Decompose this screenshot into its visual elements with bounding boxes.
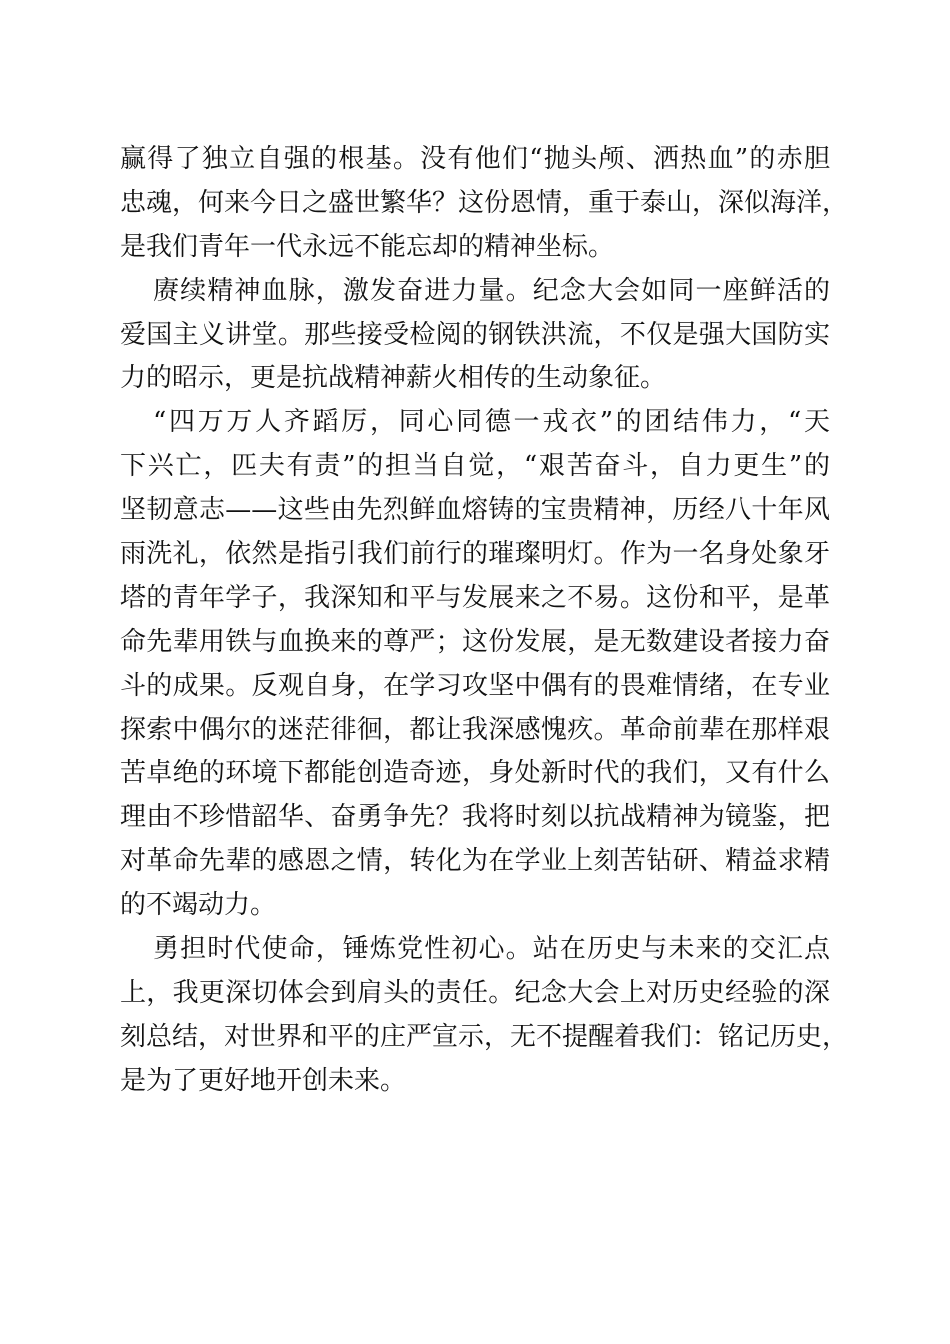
text-line: 理由不珍惜韶华、奋勇争先？我将时刻以抗战精神为镜鉴，把: [120, 802, 830, 833]
text-line: 力的昭示，更是抗战精神薪火相传的生动象征。: [120, 363, 667, 394]
text-line: 的不竭动力。: [120, 890, 277, 921]
text-line: 苦卓绝的环境下都能创造奇迹，身处新时代的我们，又有什么: [120, 758, 830, 789]
text-line: 探索中偶尔的迷茫徘徊，都让我深感愧疚。革命前辈在那样艰: [120, 714, 830, 745]
text-line: 赓续精神血脉，激发奋进力量。纪念大会如同一座鲜活的: [153, 275, 830, 306]
text-line: 塔的青年学子，我深知和平与发展来之不易。这份和平，是革: [120, 582, 830, 613]
text-line: 刻总结，对世界和平的庄严宣示，无不提醒着我们：铭记历史，: [120, 1021, 849, 1052]
text-line: 赢得了独立自强的根基。没有他们“抛头颅、洒热血”的赤胆: [120, 144, 830, 174]
text-line: 下兴亡，匹夫有责”的担当自觉，“艰苦奋斗，自力更生”的: [120, 451, 830, 482]
paragraph: [120, 270, 830, 402]
paragraph: [120, 401, 830, 928]
text-line: 勇担时代使命，锤炼党性初心。站在历史与未来的交汇点: [153, 934, 830, 965]
text-line: 对革命先辈的感恩之情，转化为在学业上刻苦钻研、精益求精: [120, 846, 830, 877]
text-line: 雨洗礼，依然是指引我们前行的璀璨明灯。作为一名身处象牙: [120, 539, 830, 570]
text-line: 忠魂，何来今日之盛世繁华？这份恩情，重于泰山，深似海洋，: [120, 187, 849, 218]
text-line: 斗的成果。反观自身，在学习攻坚中偶有的畏难情绪，在专业: [120, 670, 830, 701]
paragraph: [120, 138, 849, 270]
document-body: [120, 138, 849, 1104]
text-line: 命先辈用铁与血换来的尊严；这份发展，是无数建设者接力奋: [120, 626, 830, 657]
paragraph: [120, 928, 849, 1104]
text-line: “四万万人齐蹈厉，同心同德一戎衣”的团结伟力，“天: [153, 407, 830, 438]
text-line: 爱国主义讲堂。那些接受检阅的钢铁洪流，不仅是强大国防实: [120, 319, 830, 350]
text-line: 是我们青年一代永远不能忘却的精神坐标。: [120, 231, 615, 262]
text-line: 坚韧意志——这些由先烈鲜血熔铸的宝贵精神，历经八十年风: [120, 495, 830, 526]
text-line: 上，我更深切体会到肩头的责任。纪念大会上对历史经验的深: [120, 977, 830, 1008]
text-line: 是为了更好地开创未来。: [120, 1065, 407, 1096]
